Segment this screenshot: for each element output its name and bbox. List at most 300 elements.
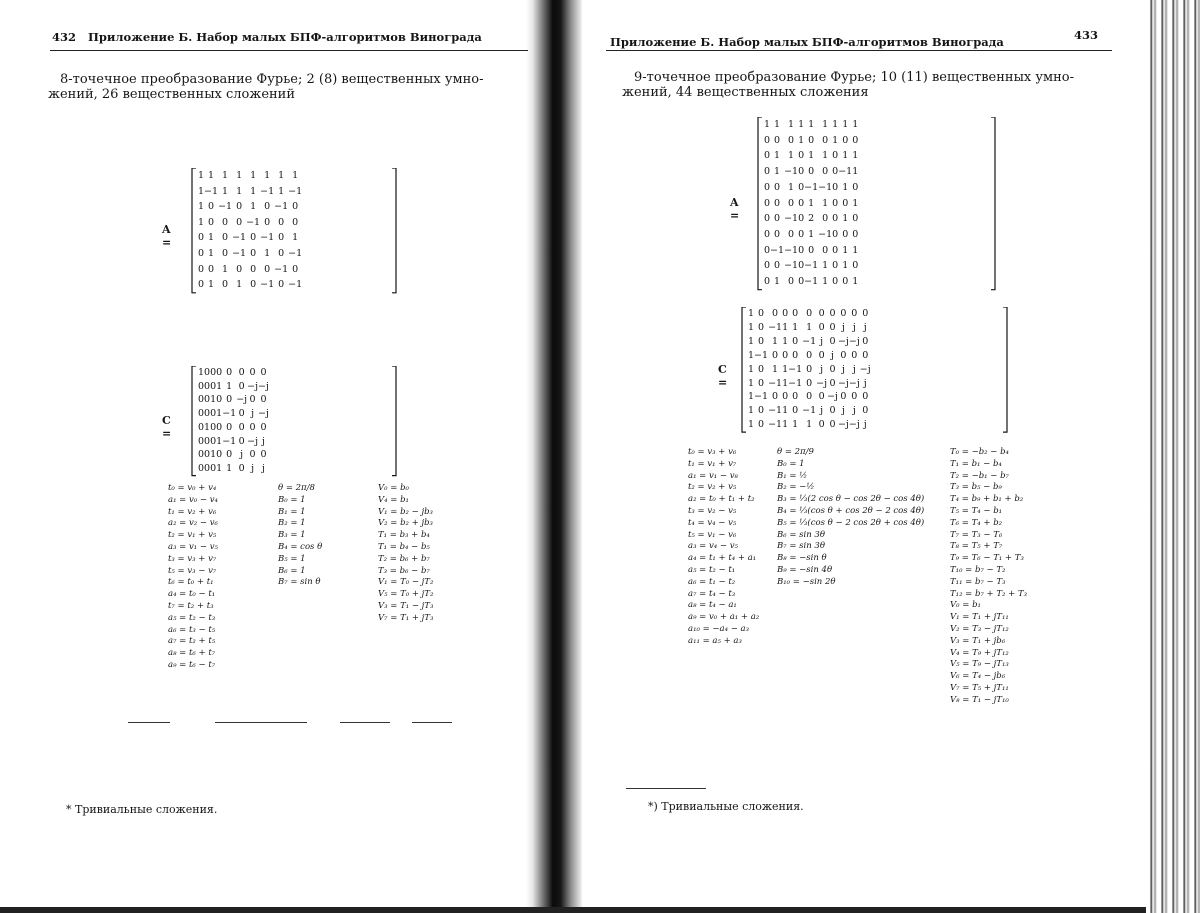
left-matrix-c-cell: 1 [198, 367, 205, 378]
right-matrix-c-cell: 1 [782, 321, 789, 333]
left-matrix-a-right-bracket [392, 168, 396, 293]
equation-line: B₂ = 1 [278, 518, 306, 529]
right-matrix-c-cell: 0 [758, 405, 765, 417]
right-matrix-c-cell: j [841, 363, 845, 375]
left-page [0, 0, 526, 905]
left-matrix-a-cell: 0 [264, 263, 271, 275]
left-separator [215, 722, 307, 723]
left-matrix-c-cell: j [261, 462, 265, 474]
left-equations-col1 [168, 483, 218, 672]
left-matrix-c-cell: 0 [216, 367, 223, 378]
equation-line: B₈ = −sin θ [777, 553, 827, 564]
right-footnote: *) Тривиальные сложения. [648, 800, 804, 813]
right-matrix-c-cell: 0 [772, 391, 779, 403]
left-matrix-a-cell: −1 [260, 185, 275, 197]
right-matrix-a-cell: 1 [842, 181, 849, 193]
left-matrix-c-cell: 1 [216, 435, 223, 447]
right-matrix-a-cell: 0 [798, 150, 805, 162]
right-matrix-c-cell: 0 [829, 405, 836, 417]
right-matrix-a-cell: 0 [832, 181, 839, 193]
left-matrix-c-row [198, 366, 269, 380]
right-matrix-a-cell: 0 [832, 150, 839, 162]
equation-line: B₅ = 1 [278, 553, 306, 564]
left-matrix-a-cell: 1 [292, 232, 299, 244]
equation-line: B₆ = sin 3θ [777, 529, 825, 540]
right-matrix-a-cell: 1 [842, 119, 849, 130]
right-matrix-c-cell: j [820, 335, 824, 347]
right-matrix-c-cell: 0 [782, 391, 789, 403]
left-matrix-c-cell: −j [247, 380, 259, 392]
left-matrix-c-right-bracket [392, 366, 396, 476]
equation-line: V₇ = T₅ + jT₁₁ [950, 682, 1009, 693]
right-matrix-c-cell: 0 [818, 349, 825, 361]
right-matrix-c-cell: 1 [806, 321, 813, 333]
left-matrix-c-cell: 0 [249, 449, 256, 461]
equation-line: T₁ = b₃ + b₄ [378, 530, 430, 541]
equation-line: a₁₁ = a₅ + a₃ [688, 635, 742, 646]
left-matrix-a-cell: −1 [274, 263, 289, 275]
right-matrix-a-cell: 1 [822, 260, 829, 272]
right-equations-col3 [950, 447, 1027, 707]
equation-line: T₉ = T₆ − T₁ + T₃ [950, 553, 1024, 564]
right-matrix-a-cell: 0 [764, 150, 771, 162]
left-matrix-a-cell: −1 [204, 185, 219, 197]
left-matrix-a-cell: 0 [198, 279, 205, 291]
equation-line: t₇ = t₂ + t₃ [168, 600, 214, 611]
right-equations-col1 [688, 447, 759, 648]
right-matrix-c-cell: j [852, 321, 856, 333]
equation-line: a₇ = t₄ − t₃ [688, 588, 736, 599]
left-matrix-a-cell: 0 [198, 247, 205, 259]
right-separator [626, 788, 706, 789]
left-matrix-a-cell: 1 [236, 170, 243, 181]
right-matrix-c-cell: 0 [829, 419, 836, 431]
right-matrix-a-cell: 0 [832, 228, 839, 240]
left-matrix-c-cell: 0 [198, 408, 205, 420]
right-matrix-a-cell: 1 [842, 260, 849, 272]
right-matrix-a-cell: 0 [764, 197, 771, 209]
right-matrix-c-row [748, 363, 871, 377]
equation-line: B₅ = ⅓(cos θ − 2 cos 2θ + cos 4θ) [777, 517, 925, 528]
right-matrix-c-cell: 0 [792, 391, 799, 403]
right-matrix-a-cell: 0 [764, 181, 771, 193]
left-matrix-a-cell: 0 [264, 201, 271, 213]
equation-line: T₈ = T₅ + T₇ [950, 541, 1003, 552]
right-matrix-c-cell: 0 [792, 405, 799, 417]
equation-line: B₇ = sin 3θ [777, 541, 825, 552]
right-matrix-a-cell: 1 [774, 166, 781, 178]
left-matrix-c-cell: −j [247, 435, 259, 447]
right-matrix-c-row [748, 307, 871, 321]
right-matrix-c-cell: 0 [818, 321, 825, 333]
left-matrix-a-cell: 0 [208, 216, 215, 228]
right-matrix-c-cell: 1 [792, 419, 799, 431]
right-matrix-a-cell: 0 [822, 166, 829, 178]
right-matrix-c-cell: 0 [758, 363, 765, 375]
equation-line: a₃ = v₁ − v₅ [168, 541, 218, 552]
right-matrix-c-cell: 0 [806, 349, 813, 361]
right-matrix-a-cell: 0 [822, 213, 829, 225]
left-matrix-a-cell: 0 [278, 247, 285, 259]
right-matrix-a-cell: 0 [832, 213, 839, 225]
right-equations-col2 [777, 447, 924, 589]
right-matrix-c-row [748, 349, 871, 363]
right-page [582, 0, 1146, 905]
left-matrix-c-cell: 0 [226, 449, 233, 461]
right-matrix-c-cell: 0 [792, 335, 799, 347]
right-matrix-a-cell: 1 [764, 119, 771, 130]
left-matrix-a-cell: 1 [222, 170, 229, 181]
right-intro-line1: 9-точечное преобразование Фурье; 10 (11) вещественных умно- [634, 70, 1075, 85]
right-matrix-a-row [764, 258, 858, 274]
right-matrix-c-cell: 0 [806, 391, 813, 403]
equation-line: B₁ = ½ [777, 470, 808, 481]
left-matrix-c-left-bracket [192, 366, 196, 476]
right-matrix-c-cell: 0 [829, 363, 836, 375]
right-matrix-a-cell: 0 [852, 228, 859, 240]
left-intro-line2: жений, 26 вещественных сложений [48, 87, 296, 102]
left-matrix-a-cell: 0 [250, 247, 257, 259]
right-matrix-a-cell: 1 [852, 150, 859, 162]
left-equations-col3 [378, 483, 433, 625]
equation-line: t₂ = v₂ + v₅ [688, 482, 737, 493]
right-matrix-a-cell: 0 [852, 181, 859, 193]
left-matrix-a-cell: 1 [208, 170, 215, 181]
right-matrix-a-cell: 1 [798, 119, 805, 130]
right-matrix-a-cell: 1 [852, 244, 859, 256]
left-matrix-a-cell: 0 [292, 216, 299, 228]
left-matrix-c-cell: j [240, 449, 244, 461]
equation-line: T₃ = b₆ − b₇ [378, 565, 430, 576]
left-matrix-a-cell: 1 [292, 170, 299, 181]
right-matrix-a-cell: 2 [808, 213, 815, 225]
right-matrix-c-cell: 1 [782, 405, 789, 417]
right-matrix-a-cell: 1 [808, 150, 815, 162]
right-matrix-c-row [748, 321, 871, 335]
left-separator [412, 722, 452, 723]
right-matrix-a-cell: 0 [788, 228, 795, 240]
right-matrix-c-row [748, 390, 871, 404]
right-matrix-c-cell: −j [837, 419, 849, 431]
right-matrix-c-cell: −j [848, 377, 860, 389]
left-matrix-a-cell: 0 [264, 216, 271, 228]
left-page-number: 432 [52, 30, 77, 44]
left-matrix-c-cell: 0 [260, 394, 267, 406]
equation-line: a₇ = t₂ + t₅ [168, 636, 216, 647]
left-matrix-c-cell: 0 [210, 380, 217, 392]
left-matrix-a-cell: 1 [250, 170, 257, 181]
right-matrix-a-cell: 0 [832, 166, 839, 178]
equation-line: B₇ = sin θ [278, 577, 321, 588]
left-matrix-c-cell: 0 [210, 421, 217, 433]
right-matrix-a-cell: 0 [798, 244, 805, 256]
left-matrix-a-cell: −1 [288, 247, 303, 259]
right-matrix-a-cell: 0 [798, 228, 805, 240]
equation-line: V₆ = T₄ − jb₆ [950, 671, 1006, 682]
right-matrix-c-cell: 0 [862, 349, 869, 361]
equation-line: T₅ = T₄ − b₁ [950, 505, 1003, 516]
left-matrix-c-cell: 0 [226, 367, 233, 378]
left-matrix-a-cell: 0 [208, 263, 215, 275]
right-matrix-a-cell: 1 [774, 119, 781, 130]
equation-line: V₇ = T₁ + jT₃ [378, 612, 434, 623]
right-matrix-c-cell: −1 [802, 405, 817, 417]
left-matrix-a-grid [198, 168, 302, 293]
right-matrix-a-row [764, 133, 858, 149]
right-matrix-c-cell: 1 [748, 335, 755, 347]
right-matrix-c-cell: 1 [806, 419, 813, 431]
right-matrix-a-cell: 1 [822, 276, 829, 288]
right-matrix-c-grid [748, 307, 871, 432]
equation-line: t₀ = v₃ + v₆ [688, 447, 737, 457]
right-matrix-c-cell: 0 [806, 363, 813, 375]
left-matrix-a-cell: 1 [198, 216, 205, 228]
right-matrix-c-left-bracket [742, 307, 746, 432]
equation-line: T₃ = b₅ − b₉ [950, 482, 1002, 493]
left-matrix-a-row [198, 184, 302, 200]
right-page-number: 433 [1074, 28, 1099, 42]
left-matrix-c-cell: −1 [222, 408, 237, 420]
right-matrix-c-cell: 0 [758, 419, 765, 431]
right-matrix-c-cell: 0 [782, 349, 789, 361]
right-matrix-c-cell: 0 [851, 391, 858, 403]
page-edge-stack [1146, 0, 1200, 913]
right-matrix-a-cell: 1 [832, 134, 839, 146]
right-matrix-a-cell: 0 [832, 244, 839, 256]
right-matrix-c-cell: 0 [806, 308, 813, 319]
left-matrix-a-cell: 1 [250, 185, 257, 197]
right-matrix-c-cell: −j [827, 391, 838, 403]
left-matrix-a-cell: −1 [260, 279, 275, 291]
left-matrix-c-cell: 0 [198, 394, 205, 406]
equation-line: B₀ = 1 [777, 458, 805, 469]
right-matrix-a-cell: −1 [818, 181, 833, 193]
left-matrix-c-cell: 1 [216, 408, 223, 420]
bottom-edge [0, 907, 1146, 913]
left-matrix-a-cell: 0 [250, 279, 257, 291]
right-matrix-a-cell: 0 [774, 228, 781, 240]
equation-line: a₆ = t₁ − t₂ [688, 576, 736, 587]
right-matrix-c-cell: j [863, 377, 867, 389]
right-matrix-c-cell: −j [848, 419, 860, 431]
left-matrix-c-cell: j [251, 408, 255, 420]
left-matrix-a-cell: 1 [278, 170, 285, 181]
left-matrix-a-cell: 1 [198, 201, 205, 213]
right-matrix-c-cell: j [863, 321, 867, 333]
left-matrix-a-left-bracket [192, 168, 196, 293]
right-matrix-a-cell: 0 [798, 260, 805, 272]
right-matrix-c-cell: j [841, 321, 845, 333]
right-matrix-a-cell: 0 [764, 276, 771, 288]
left-matrix-c-cell: 1 [216, 380, 223, 392]
equation-line: t₀ = v₀ + v₄ [168, 483, 217, 493]
left-matrix-c-cell: 0 [249, 394, 256, 406]
left-matrix-c-cell: −j [258, 380, 269, 392]
right-matrix-a-cell: 0 [774, 260, 781, 272]
equation-line: T₄ = b₉ + b₁ + b₂ [950, 494, 1024, 505]
right-matrix-c-cell: −j [816, 377, 828, 389]
equation-line: V₃ = T₁ − jT₃ [378, 600, 434, 611]
equation-line: a₂ = t₀ + t₁ + t₂ [688, 494, 755, 505]
left-matrix-a-cell: −1 [260, 232, 275, 244]
left-matrix-a-cell: 1 [222, 263, 229, 275]
right-matrix-a-cell: −1 [784, 260, 799, 272]
right-matrix-c-row [748, 418, 871, 432]
left-header-rule [50, 50, 528, 51]
right-matrix-a-cell: 0 [842, 134, 849, 146]
right-matrix-c-cell: 0 [806, 377, 813, 389]
equation-line: V₈ = T₁ − jT₁₀ [950, 694, 1009, 705]
right-matrix-a-cell: 0 [832, 260, 839, 272]
right-matrix-a-cell: −1 [784, 213, 799, 225]
right-matrix-c-cell: j [852, 363, 856, 375]
left-matrix-c-cell: 0 [249, 367, 256, 378]
left-matrix-a-row [198, 168, 302, 184]
left-matrix-c-cell: 0 [198, 462, 205, 474]
right-matrix-c-cell: 0 [782, 308, 789, 319]
right-matrix-a-cell: 1 [852, 166, 859, 178]
left-matrix-a-cell: 0 [250, 232, 257, 244]
left-matrix-c-cell: 0 [204, 408, 211, 420]
right-matrix-c-cell: 1 [748, 321, 755, 333]
right-matrix-a-cell: −1 [784, 244, 799, 256]
right-matrix-a-cell: 1 [808, 197, 815, 209]
right-matrix-a-cell: 0 [852, 213, 859, 225]
right-matrix-a-row [764, 211, 858, 227]
right-matrix-c-cell: 0 [862, 335, 869, 347]
left-intro-line1: 8-точечное преобразование Фурье; 2 (8) вещественных умно- [60, 72, 484, 87]
left-matrix-c-cell: 0 [198, 449, 205, 461]
equation-line: B₄ = cos θ [278, 541, 323, 552]
equation-line: a₉ = v₀ + a₁ + a₂ [688, 612, 760, 623]
left-matrix-c-cell: 0 [238, 408, 245, 420]
equation-line: T₂ = b₆ + b₇ [378, 553, 430, 564]
right-matrix-c-cell: 0 [829, 321, 836, 333]
equation-line: B₂ = −½ [777, 482, 815, 493]
left-matrix-a-cell: 0 [222, 247, 229, 259]
right-matrix-c-cell: 1 [748, 349, 755, 361]
right-matrix-c-cell: 1 [748, 391, 755, 403]
right-matrix-a-cell: −1 [770, 244, 785, 256]
left-matrix-c-cell: 0 [204, 449, 211, 461]
left-matrix-a-cell: 1 [264, 247, 271, 259]
left-matrix-c-cell: −j [258, 408, 269, 420]
right-matrix-a-cell: −1 [784, 166, 799, 178]
right-matrix-c-cell: −j [837, 377, 849, 389]
left-matrix-c-cell: 0 [210, 435, 217, 447]
left-matrix-a-row [198, 199, 302, 215]
left-footnote: * Тривиальные сложения. [66, 803, 218, 816]
left-matrix-c-cell: 0 [238, 367, 245, 378]
equation-line: B₃ = 1 [278, 530, 306, 541]
right-matrix-c-cell: 0 [851, 349, 858, 361]
equation-line: V₁ = T₁ + jT₁₁ [950, 612, 1009, 623]
left-matrix-a-cell: 1 [236, 185, 243, 197]
right-matrix-a-cell: 1 [788, 150, 795, 162]
right-matrix-a-cell: 0 [764, 260, 771, 272]
equation-line: B₀ = 1 [278, 494, 306, 505]
right-matrix-c-cell: 0 [862, 391, 869, 403]
right-matrix-a-cell: 1 [842, 150, 849, 162]
right-matrix-a-cell: 0 [764, 228, 771, 240]
right-matrix-a-cell: 0 [822, 244, 829, 256]
left-matrix-c-cell: 1 [204, 421, 211, 433]
right-matrix-c-cell: −j [859, 363, 871, 375]
equation-line: t₃ = v₃ + v₇ [168, 553, 217, 564]
equation-line: t₅ = v₃ − v₇ [168, 565, 217, 576]
left-matrix-a-cell: 0 [222, 232, 229, 244]
left-separator [340, 722, 390, 723]
right-matrix-c-cell: 0 [758, 335, 765, 347]
right-matrix-a-cell: 0 [852, 134, 859, 146]
right-matrix-a-cell: 0 [822, 134, 829, 146]
left-matrix-c-row [198, 393, 269, 407]
right-matrix-a-cell: 1 [842, 213, 849, 225]
left-matrix-c-cell: 0 [204, 380, 211, 392]
right-matrix-c-cell: 0 [818, 419, 825, 431]
equation-line: t₅ = v₁ − v₆ [688, 529, 737, 540]
right-matrix-c-cell: −1 [768, 321, 783, 333]
equation-line: θ = 2π/9 [777, 447, 814, 457]
equation-line: T₁ = b₁ − b₄ [950, 458, 1002, 469]
right-matrix-c-cell: 0 [862, 405, 869, 417]
right-matrix-c-cell: 0 [829, 335, 836, 347]
right-matrix-a-cell: 0 [798, 276, 805, 288]
equation-line: t₁ = v₂ + v₆ [168, 506, 217, 517]
right-matrix-c-cell: 1 [772, 335, 779, 347]
equation-line: a₁₀ = −a₄ − a₃ [688, 623, 750, 634]
left-matrix-a-row [198, 262, 302, 278]
equation-line: T₀ = −b₂ − b₄ [950, 447, 1009, 457]
equation-line: V₅ = T₀ + jT₂ [378, 589, 434, 600]
right-matrix-c-cell: 0 [818, 391, 825, 403]
left-matrix-c-cell: 1 [226, 462, 233, 474]
right-matrix-a-cell: 1 [832, 119, 839, 130]
left-matrix-a-cell: 0 [236, 216, 243, 228]
left-matrix-c-cell: j [261, 435, 265, 447]
right-matrix-a-cell: 1 [798, 134, 805, 146]
left-matrix-a-cell: 0 [236, 201, 243, 213]
right-matrix-a-cell: 1 [852, 197, 859, 209]
left-matrix-c-cell: 0 [226, 421, 233, 433]
right-matrix-c-cell: j [841, 405, 845, 417]
equation-line: T₁₁ = b₇ − T₃ [950, 576, 1006, 587]
right-intro-line2: жений, 44 вещественных сложения [622, 85, 869, 100]
left-matrix-c-cell: −j [236, 394, 248, 406]
left-matrix-c-cell: 0 [238, 462, 245, 474]
left-matrix-c-cell: 0 [216, 449, 223, 461]
equation-line: θ = 2π/8 [278, 483, 315, 493]
right-running-header: Приложение Б. Набор малых БПФ-алгоритмов Винограда [610, 35, 1004, 49]
left-equations-col2 [278, 483, 322, 589]
left-matrix-a-cell: −1 [232, 247, 247, 259]
right-matrix-a-cell: 0 [808, 244, 815, 256]
left-matrix-a-cell: 0 [292, 263, 299, 275]
right-matrix-c-cell: 1 [782, 363, 789, 375]
left-matrix-a-cell: 1 [208, 279, 215, 291]
left-matrix-a-cell: 0 [236, 263, 243, 275]
right-matrix-a-row [764, 180, 858, 196]
right-matrix-a-cell: 0 [774, 197, 781, 209]
right-matrix-a-cell: −1 [818, 228, 833, 240]
left-matrix-c-row [198, 435, 269, 449]
right-matrix-c-cell: −1 [768, 419, 783, 431]
right-matrix-a-cell: 0 [832, 197, 839, 209]
right-matrix-a-cell: 1 [822, 150, 829, 162]
right-matrix-c-cell: 1 [782, 419, 789, 431]
right-matrix-a-cell: 0 [764, 213, 771, 225]
left-matrix-c-cell: 1 [216, 462, 223, 474]
